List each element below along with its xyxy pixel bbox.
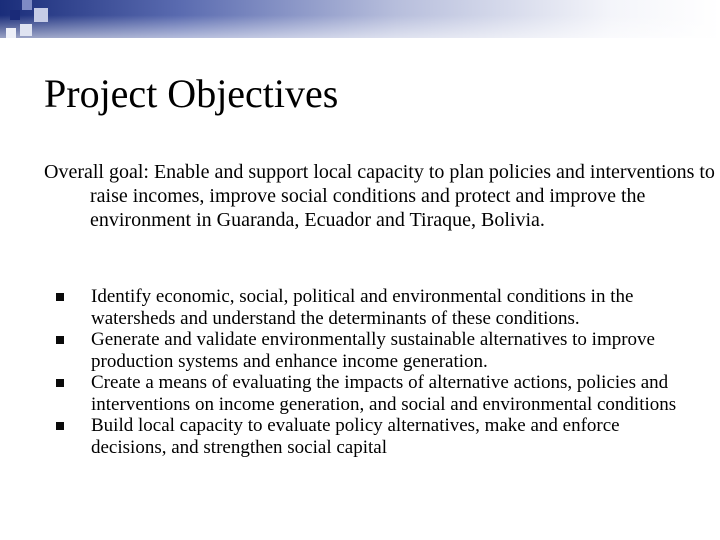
- deco-square-dark: [10, 10, 20, 20]
- deco-square-light: [34, 8, 48, 22]
- square-bullet-icon: [56, 336, 64, 344]
- list-item: [56, 286, 686, 329]
- list-item: [56, 372, 686, 415]
- list-item-text: Create a means of evaluating the impacts of alternative actions, policies and interventions on income generation, and social and environmental conditions: [91, 372, 677, 415]
- objectives-list: [56, 286, 686, 458]
- square-bullet-icon: [56, 293, 64, 301]
- list-item-text: Build local capacity to evaluate policy alternatives, make and enforce decisions, and strengthen social capital: [91, 415, 620, 458]
- header-gradient-band: [0, 0, 720, 38]
- deco-square-pale: [20, 24, 32, 36]
- square-bullet-icon: [56, 422, 64, 430]
- list-item: [56, 329, 686, 372]
- list-item-text: Generate and validate environmentally sustainable alternatives to improve production systems and enhance income generation.: [91, 329, 655, 372]
- deco-square-white: [6, 28, 16, 38]
- header-band-fade: [0, 0, 720, 38]
- slide-title: Project Objectives: [44, 71, 339, 116]
- deco-square-mid: [22, 0, 32, 10]
- overall-goal-text: Overall goal: Enable and support local capacity to plan policies and interventions to raise incomes, improve social conditions and protect and improve the environment in Guaranda, Ecuador and Tiraque, Bolivia.: [44, 161, 715, 231]
- list-item: [56, 415, 686, 458]
- square-bullet-icon: [56, 379, 64, 387]
- list-item-text: Identify economic, social, political and environmental conditions in the watersheds and understand the determinants of these conditions.: [91, 286, 634, 329]
- decorative-squares: [0, 0, 70, 50]
